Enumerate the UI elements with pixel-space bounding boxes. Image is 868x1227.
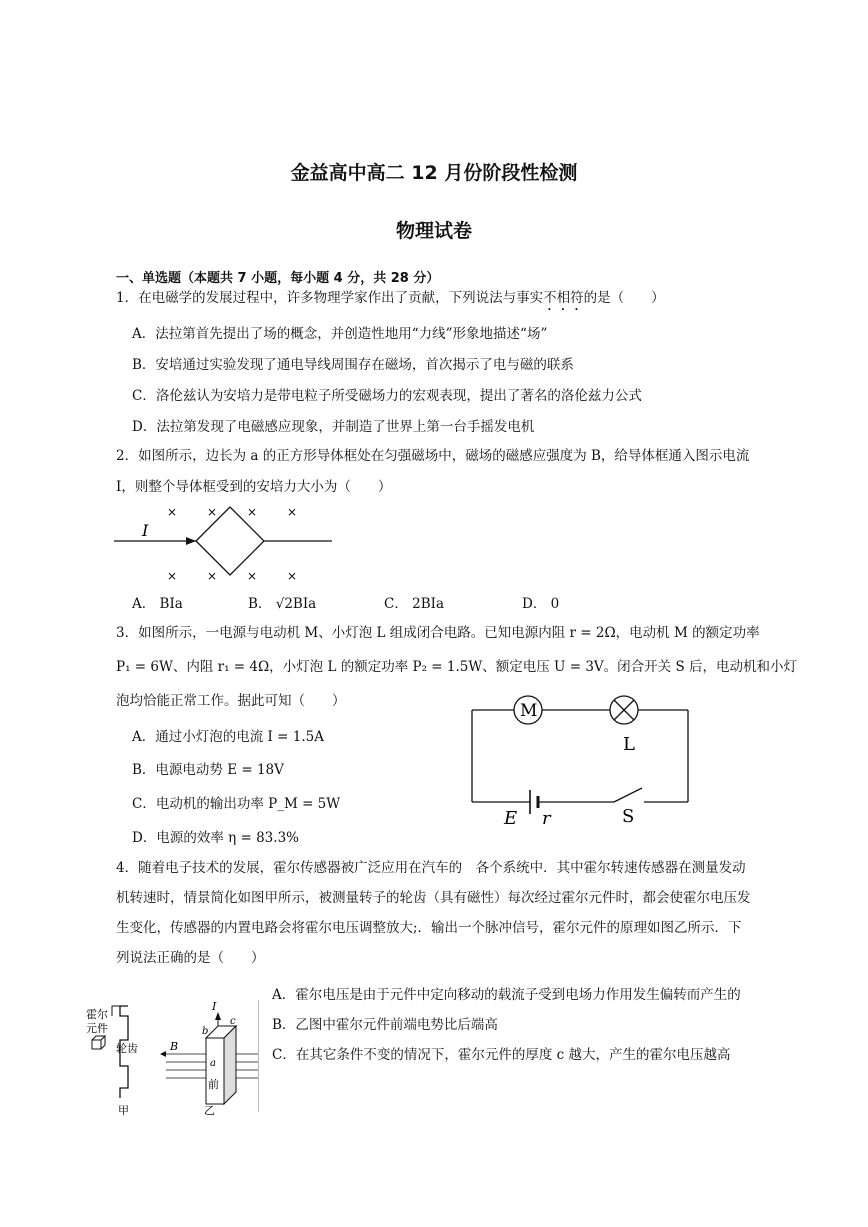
q3-line-2: P₁ = 6W、内阻 r₁ = 4Ω，小灯泡 L 的额定功率 P₂ = 1.5W、额定电压 U = 3V。闭合开关 S 后，电动机和小灯 xyxy=(116,659,797,675)
q3-line-1: 3．如图所示，一电源与电动机 M、小灯泡 L 组成闭合电路。已知电源内阻 r = 2Ω，电动机 M 的额定功率 xyxy=(116,625,760,641)
switch-label: S xyxy=(622,806,635,827)
q3-option-b: B．电源电动势 E = 18V xyxy=(132,762,284,778)
svg-text:×: × xyxy=(287,505,298,519)
q1-stem-b: 的是（ ） xyxy=(583,290,665,306)
q1-option-a: A．法拉第首先提出了场的概念，并创造性地用“力线”形象地描述“场” xyxy=(132,326,548,342)
hall-element-label-1: 霍尔 xyxy=(86,1008,108,1021)
q1-option-b: B．安培通过实验发现了通电导线周围存在磁场，首次揭示了电与磁的联系 xyxy=(132,357,574,373)
fig-yi-b-dimension: b xyxy=(202,1026,209,1037)
fig-yi-current-label: I xyxy=(212,1000,217,1013)
svg-text:×: × xyxy=(247,505,258,519)
q4-figure-jia xyxy=(84,1002,170,1118)
page-subtitle: 物理试卷 xyxy=(395,220,472,242)
q2-line-2: I，则整个导体框受到的安培力大小为（ ） xyxy=(116,479,392,495)
q2-option-c: C． 2BIa xyxy=(384,596,445,612)
current-arrow-icon xyxy=(186,537,196,545)
svg-text:×: × xyxy=(167,505,178,519)
q4-option-b: B．乙图中霍尔元件前端电势比后端高 xyxy=(272,1017,498,1033)
question-1-stem xyxy=(116,288,665,314)
svg-text:×: × xyxy=(287,569,298,583)
q2-line-1: 2．如图所示，边长为 a 的正方形导体框处在匀强磁场中，磁场的磁感应强度为 B，给导体框通入图示电流 xyxy=(116,448,750,464)
q4-line-4: 列说法正确的是（ ） xyxy=(116,950,265,966)
q4-option-c: C．在其它条件不变的情况下，霍尔元件的厚度 c 越大，产生的霍尔电压越高 xyxy=(272,1047,731,1063)
q3-option-a: A．通过小灯泡的电流 I = 1.5A xyxy=(132,729,324,745)
q3-option-d: D．电源的效率 η = 83.3% xyxy=(132,830,299,846)
fig-yi-front-label: 前 xyxy=(208,1078,219,1091)
page-title: 金益高中高二 12 月份阶段性检测 xyxy=(290,162,578,184)
q2-option-a: A． BIa xyxy=(132,596,183,612)
q4-line-3: 生变化，传感器的内置电路会将霍尔电压调整放大;．输出一个脉冲信号，霍尔元件的原理如图乙所示．下 xyxy=(116,920,742,936)
fig-yi-caption: 乙 xyxy=(204,1104,215,1117)
q1-option-d: D．法拉第发现了电磁感应现象，并制造了世界上第一台手摇发电机 xyxy=(132,419,535,435)
fig-yi-c-label: c xyxy=(230,1016,236,1027)
q1-stem-a: 1．在电磁学的发展过程中，许多物理学家作出了贡献，下列说法与事实 xyxy=(116,290,544,306)
q2-option-d: D． 0 xyxy=(522,596,560,612)
section-heading: 一、单选题（本题共 7 小题，每小题 4 分，共 28 分） xyxy=(116,271,440,286)
q4-line-2: 机转速时，情景简化如图甲所示，被测量转子的轮齿（具有磁性）每次经过霍尔元件时，都会使霍尔电压发 xyxy=(116,890,751,906)
lamp-label: L xyxy=(623,734,635,755)
gear-label: 轮齿 xyxy=(116,1042,138,1055)
hall-element-icon xyxy=(92,1036,105,1049)
internal-resistance-label: r xyxy=(542,808,551,829)
q3-option-c: C．电动机的输出功率 P_M = 5W xyxy=(132,796,341,812)
current-label: I xyxy=(142,521,149,540)
svg-text:×: × xyxy=(167,569,178,583)
q4-line-1: 4．随着电子技术的发展，霍尔传感器被广泛应用在汽车的 各个系统中．其中霍尔转速传感器在测量发动 xyxy=(116,860,746,876)
svg-text:×: × xyxy=(207,505,218,519)
q1-stem-emphasis: 不相符 xyxy=(543,290,584,306)
svg-text:×: × xyxy=(207,569,218,583)
q1-option-c: C．洛伦兹认为安培力是带电粒子所受磁场力的宏观表现，提出了著名的洛伦兹力公式 xyxy=(132,388,642,404)
figure-divider xyxy=(258,1000,259,1112)
hall-element-label-2: 元件 xyxy=(86,1022,108,1035)
fig-jia-caption: 甲 xyxy=(118,1104,129,1117)
svg-text:×: × xyxy=(247,569,258,583)
emf-label: E xyxy=(504,808,518,829)
switch-icon xyxy=(614,788,642,802)
q3-circuit-diagram xyxy=(466,694,696,829)
q2-square-frame-figure xyxy=(110,500,340,590)
fig-yi-b-label: B xyxy=(170,1040,179,1053)
fig-yi-a-label: a xyxy=(210,1058,216,1069)
motor-label: M xyxy=(520,701,538,721)
b-field-arrow-icon xyxy=(160,1051,166,1057)
q3-line-3: 泡均恰能正常工作。据此可知（ ） xyxy=(116,693,346,709)
q2-option-b: B． √2BIa xyxy=(248,596,317,612)
q4-figure-yi xyxy=(160,1000,264,1118)
q4-option-a: A．霍尔电压是由于元件中定向移动的载流子受到电场力作用发生偏转而产生的 xyxy=(272,987,741,1003)
current-arrow-icon xyxy=(215,1012,221,1020)
